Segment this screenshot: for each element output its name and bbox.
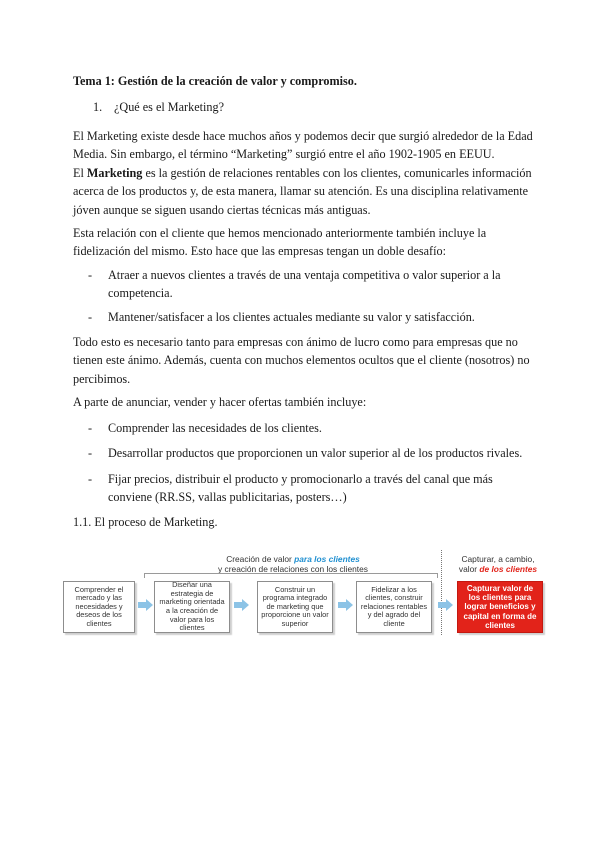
list-dash: - bbox=[88, 421, 93, 435]
list-item-text: Mantener/satisfacer a los clientes actuales mediante su valor y satisfacción. bbox=[108, 310, 475, 324]
list-dash: - bbox=[88, 310, 93, 324]
list-dash: - bbox=[88, 268, 93, 282]
document-title: Tema 1: Gestión de la creación de valor y compromiso. bbox=[73, 74, 357, 88]
paragraph-definition-rest: es la gestión de relaciones rentables con los clientes, comunicarles información acerca de los productos y, de esta manera, llamar su atención. Es una disciplina relativamente jóven aunque se siguen usando ciertas técnicas más antiguas. bbox=[73, 166, 532, 217]
process-step-5-capture: Capturar valor de los clientes para lograr beneficios y capital en forma de clientes bbox=[457, 581, 543, 633]
process-step-1: Comprender el mercado y las necesidades y deseos de los clientes bbox=[63, 581, 135, 633]
process-step-2: Diseñar una estrategia de marketing orientada a la creación de valor para los clientes bbox=[154, 581, 230, 633]
marketing-process-diagram bbox=[58, 548, 548, 643]
process-step-3: Construir un programa integrado de marketing que proporcione un valor superior bbox=[257, 581, 333, 633]
paragraph-also-includes: A parte de anunciar, vender y hacer ofertas también incluye: bbox=[73, 395, 367, 409]
header-right-pre: valor bbox=[458, 564, 480, 574]
list-dash: - bbox=[88, 446, 93, 460]
subsection-heading: 1.1. El proceso de Marketing. bbox=[73, 515, 218, 529]
paragraph-history: El Marketing existe desde hace muchos años y podemos decir que surgió alrededor de la Edad Media. Sin embargo, el término “Marketing” surgió entre el año 1902-1905 en EEUU. bbox=[73, 129, 533, 162]
paragraph-relationship: Esta relación con el cliente que hemos mencionado anteriormente también incluye la fidelización del mismo. Esto hace que las empresas tengan un doble desafío: bbox=[73, 226, 487, 259]
header-left-line2: y creación de relaciones con los clientes bbox=[218, 564, 368, 574]
section-title: ¿Qué es el Marketing? bbox=[114, 100, 224, 114]
arrow-right-icon bbox=[438, 599, 453, 611]
header-left-pre: Creación de valor bbox=[226, 554, 295, 564]
arrow-right-icon bbox=[234, 599, 249, 611]
header-right-emphasis: de los clientes bbox=[479, 564, 538, 574]
list-dash: - bbox=[88, 472, 93, 486]
header-right-line1: Capturar, a cambio, bbox=[461, 554, 535, 564]
list-item-text: Desarrollar productos que proporcionen un valor superior al de los productos rivales. bbox=[108, 446, 523, 460]
list-item-text: Fijar precios, distribuir el producto y promocionarlo a través del canal que más conviene (RR.SS, vallas publicitarias, posters…) bbox=[108, 472, 493, 505]
diagram-divider bbox=[441, 550, 442, 635]
arrow-right-icon bbox=[338, 599, 353, 611]
process-step-4: Fidelizar a los clientes, construir relaciones rentables y del agrado del cliente bbox=[356, 581, 432, 633]
diagram-header-capture-value bbox=[446, 554, 550, 574]
marketing-bold-term: Marketing bbox=[86, 166, 143, 180]
diagram-header-create-value bbox=[143, 554, 443, 574]
list-item-text: Comprender las necesidades de los clientes. bbox=[108, 421, 322, 435]
list-item-text: Atraer a nuevos clientes a través de una ventaja competitiva o valor superior a la competencia. bbox=[108, 268, 501, 301]
paragraph-nonprofit: Todo esto es necesario tanto para empresas con ánimo de lucro como para empresas que no tienen este ánimo. Además, cuenta con muchos elementos ocultos que el cliente (nosotros) no percibimos. bbox=[73, 335, 530, 386]
header-bracket bbox=[144, 573, 438, 578]
section-number: 1. bbox=[93, 100, 103, 114]
arrow-right-icon bbox=[138, 599, 153, 611]
paragraph-definition-pre: El bbox=[73, 166, 87, 180]
paragraph-definition bbox=[73, 164, 535, 219]
header-left-emphasis: para los clientes bbox=[294, 554, 360, 564]
